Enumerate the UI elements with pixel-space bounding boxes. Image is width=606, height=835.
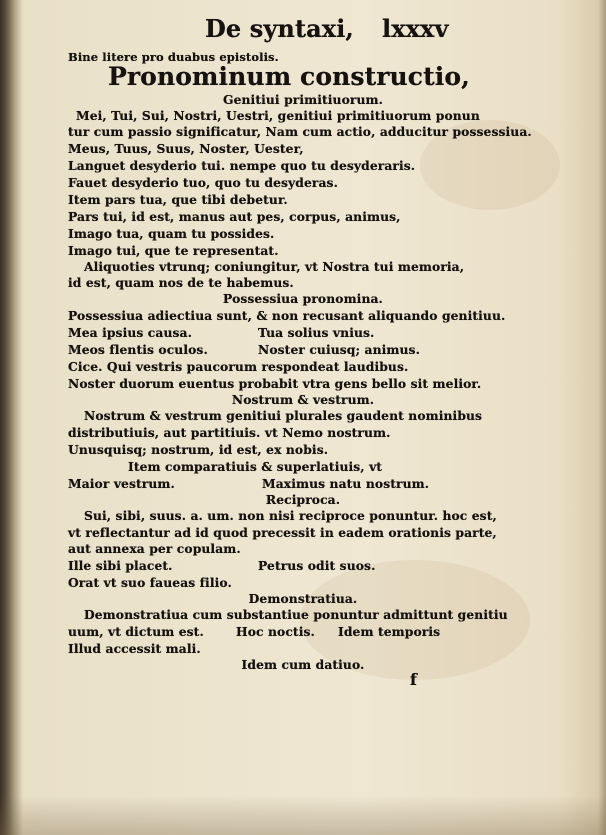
text-line: Imago tui, que te representat.: [68, 243, 279, 258]
text-line: Illud accessit mali.: [68, 641, 201, 656]
text-line: Petrus odit suos.: [258, 558, 376, 573]
text-line: Item pars tua, que tibi debetur.: [68, 192, 288, 207]
text-line: tur cum passio significatur, Nam cum actio, adducitur possessiua.: [68, 124, 532, 139]
text-line: Possessiua adiectiua sunt, & non recusant aliquando genitiuu.: [68, 308, 506, 323]
text-line: Noster cuiusq; animus.: [258, 342, 420, 357]
bottom-edge-shadow: [0, 795, 606, 835]
text-line: Imago tua, quam tu possides.: [68, 226, 275, 241]
text-line: Fauet desyderio tuo, quo tu desyderas.: [68, 175, 338, 190]
text-line: Item comparatiuis & superlatiuis, vt: [128, 459, 383, 474]
subheading: Genitiui primitiuorum.: [222, 92, 384, 107]
text-line: Maximus natu nostrum.: [262, 476, 430, 491]
text-line: Mea ipsius causa.: [68, 325, 192, 340]
running-title: De syntaxi,: [205, 14, 354, 43]
pre-title-line: Bine litere pro duabus epistolis.: [68, 50, 279, 64]
text-line: uum, vt dictum est.: [68, 624, 204, 639]
text-line: Languet desyderio tui. nempe quo tu desyderaris.: [68, 158, 416, 173]
subheading: Reciproca.: [265, 492, 341, 507]
subheading: Demonstratiua.: [248, 591, 358, 606]
text-line: Noster duorum euentus probabit vtra gens bello sit melior.: [68, 376, 482, 391]
section-title: Pronominum constructio,: [108, 62, 470, 91]
binding-gutter-shadow: [0, 0, 22, 835]
text-line: Sui, sibi, suus. a. um. non nisi reciproce ponuntur. hoc est,: [84, 508, 497, 523]
page-edge-shadow: [598, 0, 606, 835]
text-line: Meus, Tuus, Suus, Noster, Uester,: [68, 141, 304, 156]
text-line: Mei, Tui, Sui, Nostri, Uestri, genitiui primitiuorum ponun: [76, 108, 480, 123]
text-line: Aliquoties vtrunq; coniungitur, vt Nostra tui memoria,: [84, 259, 465, 274]
subheading: Idem cum datiuo.: [241, 657, 365, 672]
text-line: Meos flentis oculos.: [68, 342, 208, 357]
text-line: Unusquisq; nostrum, id est, ex nobis.: [68, 442, 329, 457]
catchword: f: [410, 670, 417, 689]
text-line: Ille sibi placet.: [68, 558, 173, 573]
subheading: Possessiua pronomina.: [223, 291, 383, 306]
text-line: Hoc noctis.: [236, 624, 315, 639]
text-line: Nostrum & vestrum genitiui plurales gaudent nominibus: [84, 408, 483, 423]
text-line: Pars tui, id est, manus aut pes, corpus, animus,: [68, 209, 401, 224]
text-line: Cice. Qui vestris paucorum respondeat laudibus.: [68, 359, 409, 374]
text-line: Orat vt suo faueas filio.: [68, 575, 232, 590]
text-line: vt reflectantur ad id quod precessit in eadem orationis parte,: [68, 525, 497, 540]
text-line: Tua solius vnius.: [258, 325, 375, 340]
subheading: Nostrum & vestrum.: [231, 392, 375, 407]
text-line: Demonstratiua cum substantiue ponuntur admittunt genitiu: [84, 607, 508, 622]
text-line: aut annexa per copulam.: [68, 541, 241, 556]
text-line: Idem temporis: [338, 624, 441, 639]
text-line: Maior vestrum.: [68, 476, 175, 491]
folio-number: lxxxv: [382, 14, 449, 43]
text-line: id est, quam nos de te habemus.: [68, 275, 294, 290]
text-line: distributiuis, aut partitiuis. vt Nemo nostrum.: [68, 425, 391, 440]
